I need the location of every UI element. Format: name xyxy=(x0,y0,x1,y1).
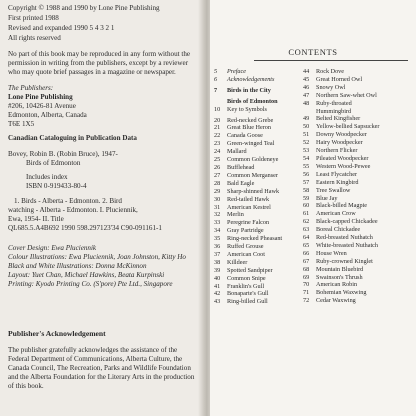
contents-entry xyxy=(214,259,282,267)
entry-title: Hairy Woodpecker xyxy=(316,139,363,147)
entry-page-number: 61 xyxy=(303,210,310,218)
contents-entry xyxy=(303,218,379,226)
entry-title: Bufflehead xyxy=(227,163,255,171)
title-rule xyxy=(254,60,408,61)
contents-entry xyxy=(303,210,379,218)
entry-page-number: 58 xyxy=(303,186,310,194)
contents-entry xyxy=(214,106,282,114)
cip-heading: Canadian Cataloguing in Publication Data xyxy=(8,134,137,142)
entry-page-number: 49 xyxy=(303,115,310,123)
entry-page-number: 25 xyxy=(214,156,221,164)
cip-author: Bovey, Robin B. (Robin Bruce), 1947- xyxy=(8,150,118,158)
entry-title: Spotted Sandpiper xyxy=(227,266,273,274)
entry-page-number: 34 xyxy=(214,227,221,235)
contents-entry xyxy=(214,204,282,212)
entry-page-number: 35 xyxy=(214,235,221,243)
entry-title: Cedar Waxwing xyxy=(316,297,356,305)
contents-entry xyxy=(303,250,379,258)
acknowledgement-heading: Publisher's Acknowledgement xyxy=(8,329,106,338)
entry-page-number: 60 xyxy=(303,202,310,210)
entry-page-number: 64 xyxy=(303,234,310,242)
entry-title: Swainson's Thrush xyxy=(316,273,363,281)
entry-title: Eastern Kingbird xyxy=(316,178,359,186)
entry-title: Common Goldeneye xyxy=(227,156,279,164)
entry-page-number: 50 xyxy=(303,123,310,131)
entry-title: Red-tailed Hawk xyxy=(227,195,270,203)
entry-page-number: 24 xyxy=(214,148,221,156)
contents-entry xyxy=(214,68,282,76)
publishers-heading: The Publishers: xyxy=(8,84,54,92)
contents-entry xyxy=(214,211,282,219)
entry-title: Peregrine Falcon xyxy=(227,219,270,227)
entry-title: Black-billed Magpie xyxy=(316,202,368,210)
entry-title: Green-winged Teal xyxy=(227,140,275,148)
entry-page-number: 7 xyxy=(214,86,218,94)
entry-title: Merlin xyxy=(227,211,244,219)
contents-entry xyxy=(214,227,282,235)
entry-title: Red-breasted Nuthatch xyxy=(316,234,373,242)
entry-page-number: 38 xyxy=(214,258,221,266)
contents-entry xyxy=(303,297,379,305)
cip-classification: QL685.5.A4B692 1990 598.297123'34 C90-091161-1 xyxy=(8,224,162,232)
entry-title: Tree Swallow xyxy=(316,186,351,194)
notice-line-3: who may quote brief passages in a magazine or newspaper. xyxy=(8,68,176,76)
contents-entry xyxy=(303,84,379,92)
entry-title: Great Horned Owl xyxy=(316,75,363,83)
ack-line-1: The publisher gratefully acknowledges the assistance of the xyxy=(8,346,178,354)
entry-title: Gray Partridge xyxy=(227,227,264,235)
contents-entry xyxy=(214,117,282,125)
entry-title: Killdeer xyxy=(227,258,248,266)
postal-code: T6E 1X5 xyxy=(8,120,35,128)
contents-entry xyxy=(303,266,379,274)
entry-title: Ruby-throated xyxy=(316,99,352,107)
entry-title: Downy Woodpecker xyxy=(316,131,367,139)
contents-entry xyxy=(214,267,282,275)
cip-subject-1: 1. Birds - Alberta - Edmonton. 2. Bird xyxy=(14,197,122,205)
entry-title: Bonaparte's Gull xyxy=(227,290,269,298)
rights-line: All rights reserved xyxy=(8,34,61,42)
entry-title: American Coot xyxy=(227,250,265,258)
entry-page-number: 59 xyxy=(303,194,310,202)
contents-entry xyxy=(214,180,282,188)
entry-title: Yellow-bellied Sapsucker xyxy=(316,123,380,131)
entry-page-number: 51 xyxy=(303,131,310,139)
copyright-line: Copyright © 1988 and 1990 by Lone Pine Publishing xyxy=(8,4,160,12)
contents-entry xyxy=(214,132,282,140)
entry-title: Least Flycatcher xyxy=(316,170,358,178)
entry-page-number: 48 xyxy=(303,99,310,107)
copyright-page xyxy=(0,0,202,416)
entry-page-number: 53 xyxy=(303,147,310,155)
entry-title: Northern Saw-whet Owl xyxy=(316,91,377,99)
entry-title: Franklin's Gull xyxy=(227,282,265,290)
entry-page-number: 69 xyxy=(303,273,310,281)
contents-entry xyxy=(303,195,379,203)
entry-title: Bald Eagle xyxy=(227,179,255,187)
contents-entry xyxy=(214,148,282,156)
contents-entry xyxy=(214,275,282,283)
entry-title: Ring-necked Pheasant xyxy=(227,235,283,243)
entry-page-number: 41 xyxy=(214,282,221,290)
credit-layout: Layout: Yuet Chan, Michael Hawkins, Beata Kurpinski xyxy=(8,271,165,279)
contents-entry xyxy=(303,202,379,210)
entry-title: Sharp-shinned Hawk xyxy=(227,187,280,195)
address-line-1: #206, 10426-81 Avenue xyxy=(8,102,76,110)
contents-entry xyxy=(303,108,379,116)
contents-entry xyxy=(303,76,379,84)
contents-page xyxy=(210,0,416,416)
entry-title: Mountain Bluebird xyxy=(316,265,364,273)
contents-entry xyxy=(214,290,282,298)
contents-entry xyxy=(214,196,282,204)
contents-entry xyxy=(303,147,379,155)
contents-entry xyxy=(214,283,282,291)
entry-page-number: 54 xyxy=(303,154,310,162)
contents-entry xyxy=(303,123,379,131)
contents-entry xyxy=(303,242,379,250)
contents-entry xyxy=(303,115,379,123)
contents-entry xyxy=(303,131,379,139)
cip-subject-2: watching - Alberta - Edmonton. I. Pluciennik, xyxy=(8,206,138,214)
entry-page-number: 55 xyxy=(303,162,310,170)
entry-title: Mallard xyxy=(227,148,247,156)
entry-page-number: 28 xyxy=(214,179,221,187)
entry-page-number xyxy=(303,108,316,116)
entry-title: Common Merganser xyxy=(227,171,278,179)
ack-line-5: of this book. xyxy=(8,382,44,390)
entry-page-number: 29 xyxy=(214,187,221,195)
entry-title: Bohemian Waxwing xyxy=(316,289,367,297)
entry-title: American Crow xyxy=(316,210,356,218)
cip-title: Birds of Edmonton xyxy=(26,159,81,167)
contents-entry xyxy=(214,235,282,243)
contents-entry xyxy=(214,140,282,148)
entry-page-number: 47 xyxy=(303,91,310,99)
entry-title: Rock Dove xyxy=(316,68,345,75)
contents-entry xyxy=(303,187,379,195)
entry-title: Northern Flicker xyxy=(316,147,358,155)
entry-page-number: 72 xyxy=(303,297,310,305)
entry-page-number: 39 xyxy=(214,266,221,274)
entry-title: Acknowledgements xyxy=(227,75,275,83)
entry-page-number: 68 xyxy=(303,265,310,273)
entry-title: Canada Goose xyxy=(227,132,263,140)
contents-entry xyxy=(214,172,282,180)
contents-entry xyxy=(303,258,379,266)
entry-page-number: 65 xyxy=(303,241,310,249)
entry-title: Ring-billed Gull xyxy=(227,298,268,306)
contents-entry xyxy=(303,155,379,163)
contents-entry xyxy=(214,188,282,196)
address-line-2: Edmonton, Alberta, Canada xyxy=(8,111,87,119)
entry-title: Snowy Owl xyxy=(316,83,346,91)
notice-line-2: permission in writing from the publishers, except by a reviewer xyxy=(8,59,189,67)
contents-entry xyxy=(303,171,379,179)
credit-cover: Cover Design: Ewa Pluciennik xyxy=(8,244,97,252)
cip-subject-3: Ewa, 1954- II. Title xyxy=(8,215,64,223)
entry-title: White-breasted Nuthatch xyxy=(316,241,379,249)
entry-title: American Robin xyxy=(316,281,358,289)
cip-isbn: ISBN 0-919433-80-4 xyxy=(26,182,87,190)
contents-entry xyxy=(214,76,282,84)
entry-title: Ruffed Grouse xyxy=(227,243,264,251)
entry-page-number: 63 xyxy=(303,226,310,234)
entry-title: Common Snipe xyxy=(227,274,266,282)
contents-entry xyxy=(303,68,379,76)
entry-page-number: 22 xyxy=(214,132,221,140)
entry-page-number: 57 xyxy=(303,178,310,186)
cip-index: Includes index xyxy=(26,173,68,181)
credit-bw: Black and White Illustrations: Donna McKinnon xyxy=(8,262,147,270)
contents-entry xyxy=(214,219,282,227)
notice-line-1: No part of this book may be reproduced in any form without the xyxy=(8,50,191,58)
entry-page-number: 40 xyxy=(214,274,221,282)
entry-page-number: 52 xyxy=(303,139,310,147)
ack-line-4: and the Alberta Foundation for the Literary Arts in the production xyxy=(8,373,195,381)
entry-page-number: 44 xyxy=(303,68,310,75)
contents-entry xyxy=(303,100,379,108)
entry-page-number xyxy=(214,98,227,106)
contents-entry xyxy=(214,156,282,164)
first-printed-line: First printed 1988 xyxy=(8,14,59,22)
entry-page-number: 67 xyxy=(303,257,310,265)
contents-entry xyxy=(303,163,379,171)
entry-title: Red-necked Grebe xyxy=(227,116,274,124)
entry-page-number: 20 xyxy=(214,116,221,124)
contents-entry xyxy=(303,289,379,297)
credit-colour: Colour Illustrations: Ewa Pluciennik, Joan Johnston, Kitty Ho xyxy=(8,253,186,261)
contents-entry xyxy=(214,87,282,95)
entry-page-number: 45 xyxy=(303,75,310,83)
entry-page-number: 66 xyxy=(303,249,310,257)
entry-page-number: 31 xyxy=(214,203,221,211)
entry-page-number: 70 xyxy=(303,281,310,289)
entry-page-number: 10 xyxy=(214,105,221,113)
contents-entry xyxy=(214,98,282,106)
contents-entry xyxy=(214,243,282,251)
entry-title: Great Blue Heron xyxy=(227,124,271,132)
entry-title: Black-capped Chickadee xyxy=(316,218,378,226)
entry-title: Blue Jay xyxy=(316,194,338,202)
entry-title: Ruby-crowned Kinglet xyxy=(316,257,373,265)
entry-title: House Wren xyxy=(316,249,347,257)
entry-page-number: 5 xyxy=(214,68,218,75)
contents-entry xyxy=(303,179,379,187)
contents-entry xyxy=(214,251,282,259)
contents-entry xyxy=(303,226,379,234)
contents-entry xyxy=(303,234,379,242)
contents-entry xyxy=(303,139,379,147)
entry-page-number: 27 xyxy=(214,171,221,179)
revised-line: Revised and expanded 1990 5 4 3 2 1 xyxy=(8,24,115,32)
entry-page-number: 71 xyxy=(303,289,310,297)
contents-entry xyxy=(303,281,379,289)
ack-line-3: Canada Council, The Recreation, Parks and Wildlife Foundation xyxy=(8,364,191,372)
entry-page-number: 33 xyxy=(214,219,221,227)
contents-entry xyxy=(303,92,379,100)
entry-title: Preface xyxy=(227,68,247,75)
entry-title: American Kestrel xyxy=(227,203,271,211)
contents-entry xyxy=(214,298,282,306)
entry-page-number: 21 xyxy=(214,124,221,132)
contents-entry xyxy=(214,164,282,172)
entry-page-number: 26 xyxy=(214,163,221,171)
entry-title: Boreal Chickadee xyxy=(316,226,361,234)
contents-column-left xyxy=(214,68,282,306)
entry-title: Western Wood-Pewee xyxy=(316,162,371,170)
entry-page-number: 46 xyxy=(303,83,310,91)
contents-title: CONTENTS xyxy=(288,47,338,57)
entry-title: Birds in the City xyxy=(227,86,271,94)
ack-line-2: Federal Department of Communications, Alberta Culture, the xyxy=(8,355,183,363)
entry-page-number: 32 xyxy=(214,211,221,219)
contents-column-right xyxy=(303,68,379,305)
entry-title: Key to Symbols xyxy=(227,105,267,113)
entry-page-number: 42 xyxy=(214,290,221,298)
entry-page-number: 6 xyxy=(214,75,218,83)
contents-entry xyxy=(214,124,282,132)
credit-printing: Printing: Kyodo Printing Co. (S'pore) Pte Ltd., Singapore xyxy=(8,280,173,288)
entry-page-number: 37 xyxy=(214,250,221,258)
entry-page-number: 36 xyxy=(214,243,221,251)
entry-page-number: 62 xyxy=(303,218,310,226)
entry-page-number: 56 xyxy=(303,170,310,178)
entry-page-number: 30 xyxy=(214,195,221,203)
entry-page-number: 23 xyxy=(214,140,221,148)
contents-entry xyxy=(303,274,379,282)
entry-page-number: 43 xyxy=(214,298,221,306)
publisher-name: Lone Pine Publishing xyxy=(8,93,73,101)
entry-title: Hummingbird xyxy=(316,107,352,115)
entry-title: Birds of Edmonton xyxy=(227,97,278,105)
entry-title: Pileated Woodpecker xyxy=(316,154,369,162)
entry-title: Belted Kingfisher xyxy=(316,115,361,123)
